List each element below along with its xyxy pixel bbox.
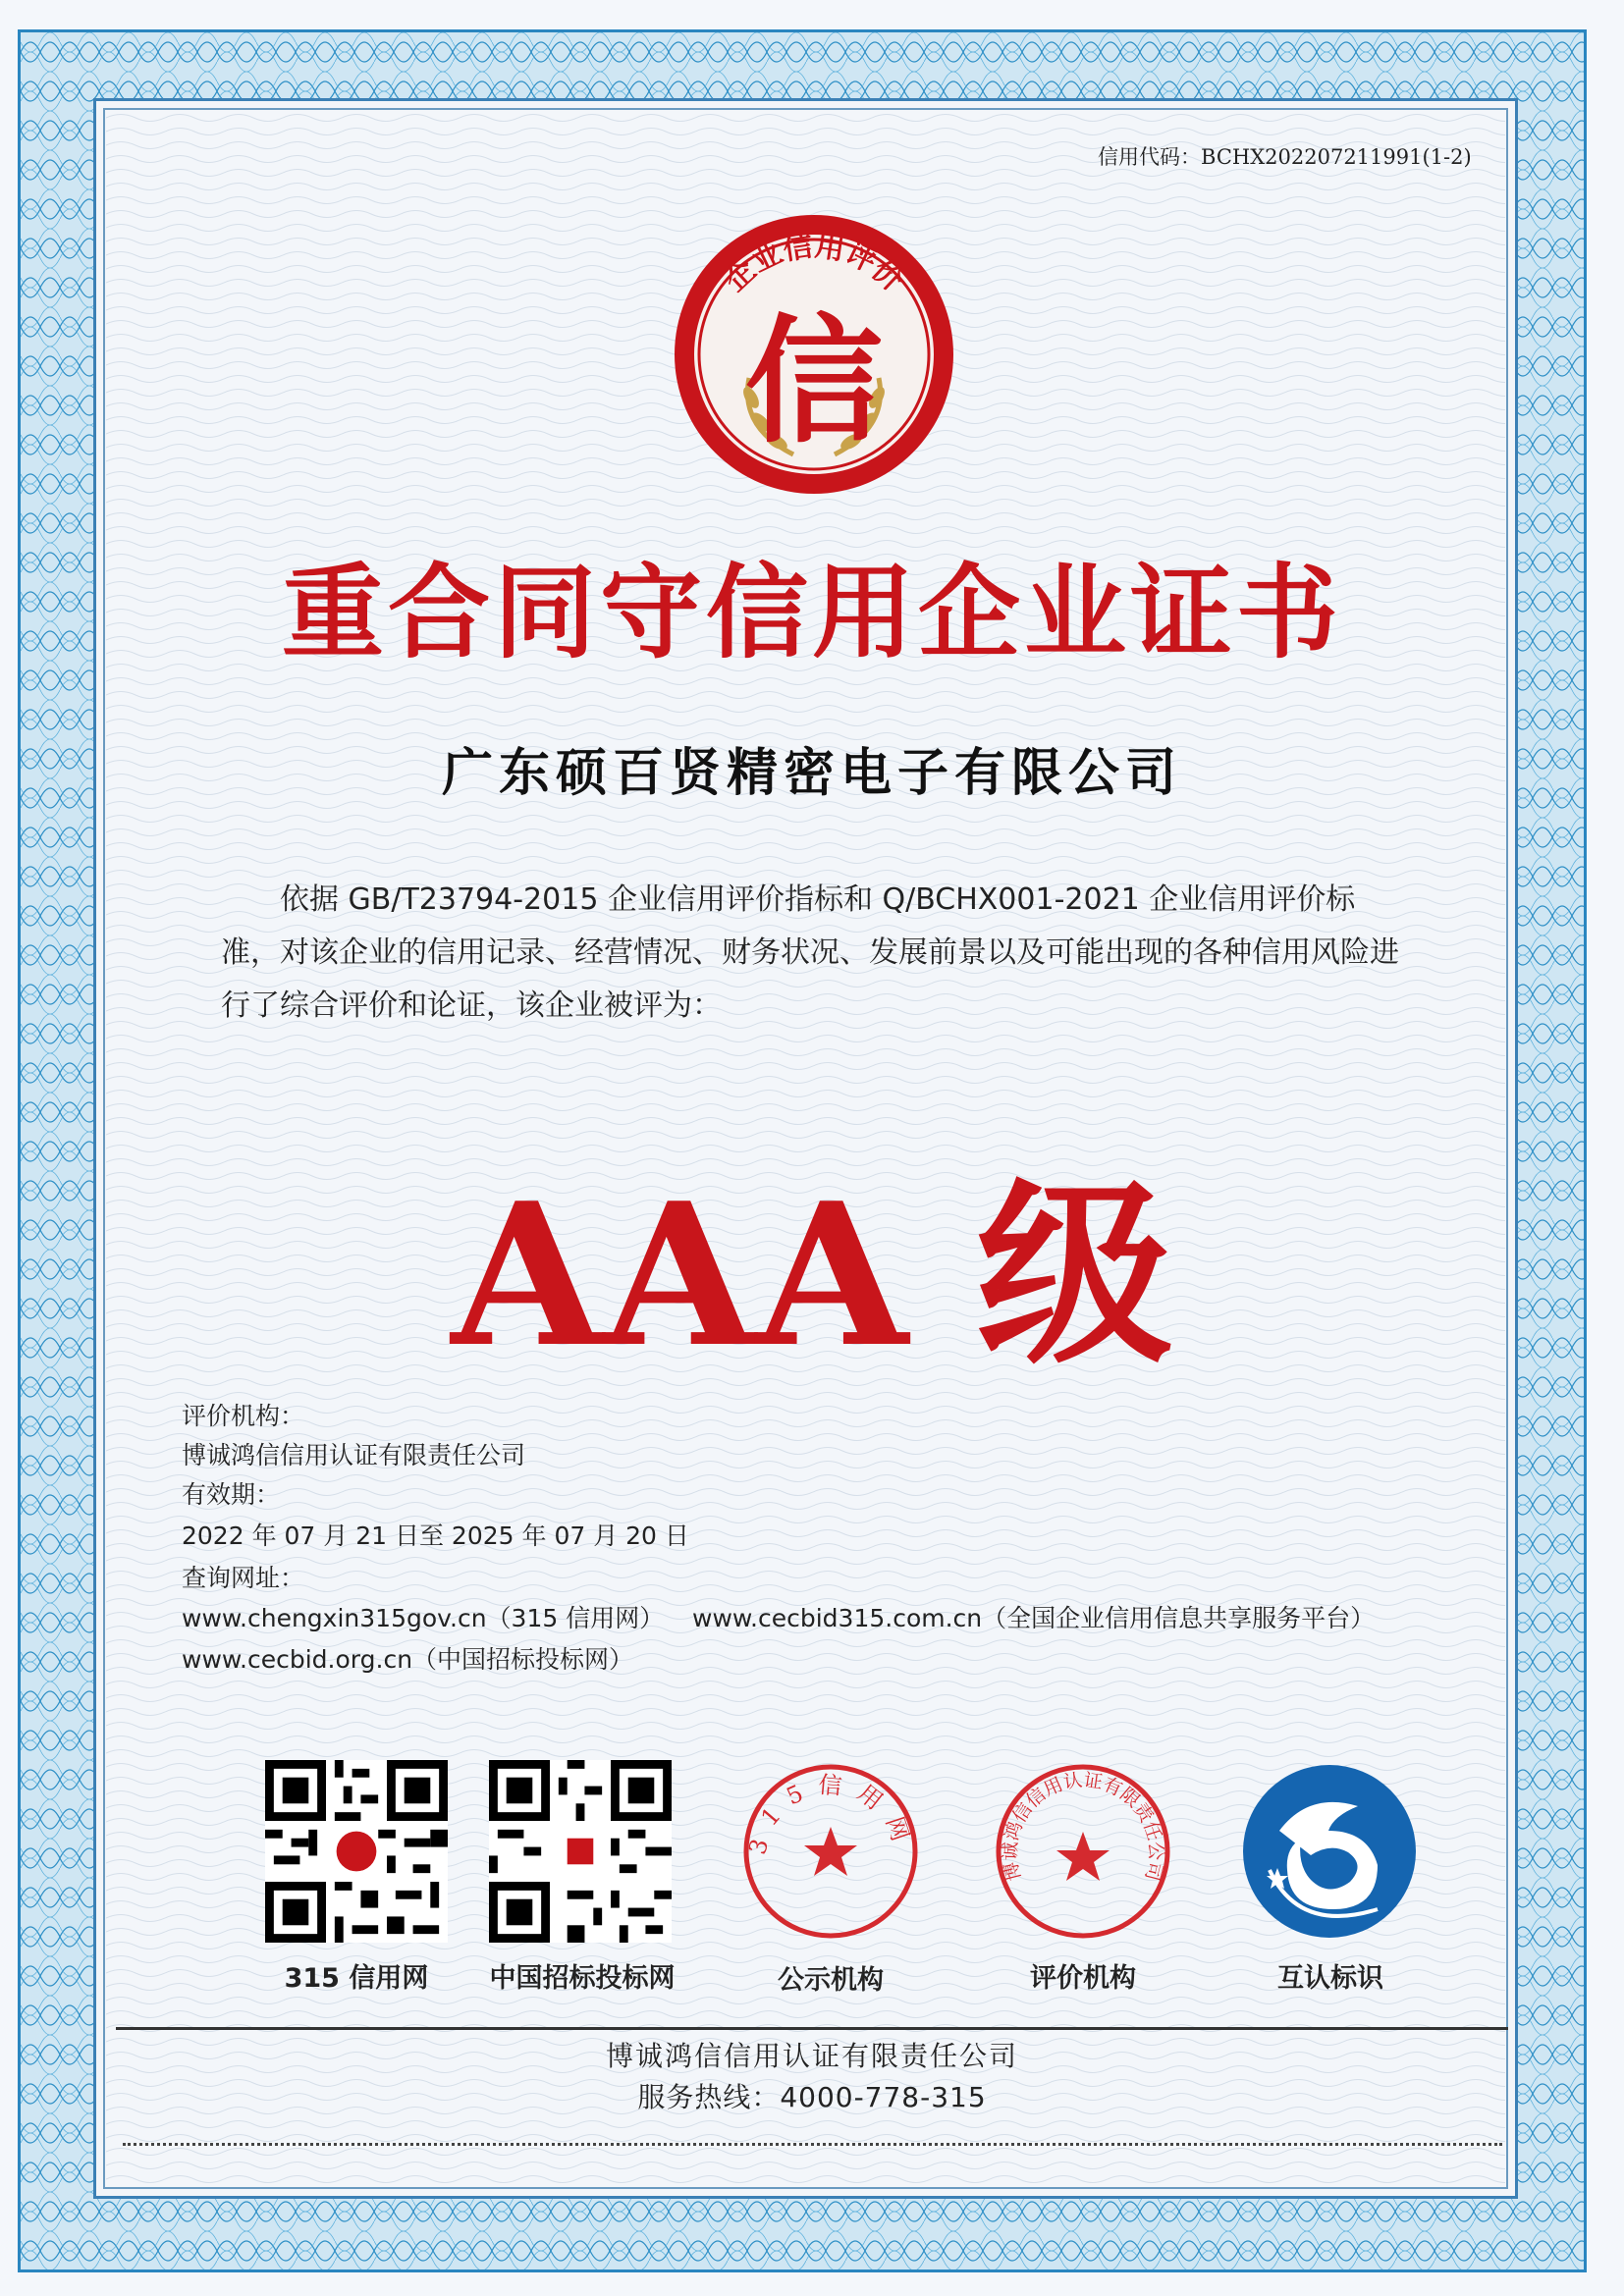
qr-code-315-icon [265, 1760, 448, 1943]
public-seal-icon [739, 1760, 922, 1943]
credit-emblem-icon [671, 211, 957, 498]
url-cecbid315[interactable]: www.cecbid315.com.cn（全国企业信用信息共享服务平台） [692, 1604, 1376, 1632]
company-name: 广东硕百贤精密电子有限公司 [441, 744, 1182, 803]
statement-text: 依据 GB/T23794-2015 企业信用评价指标和 Q/BCHX001-2021 企业信用评价标准，对该企业的信用记录、经营情况、财务状况、发展前景以及可能出现的各种信用风险进行了综合评价和论证，该企业被评为： [221, 882, 1399, 1023]
footer-hotline: 服务热线：4000-778-315 [637, 2081, 987, 2113]
query-label: 查询网址： [182, 1564, 305, 1592]
url-cecbid[interactable]: www.cecbid.org.cn（中国招标投标网） [182, 1645, 634, 1674]
validity-label: 有效期： [182, 1480, 281, 1509]
mark-label-mutual: 互认标识 [1277, 1963, 1383, 1994]
mark-label-public: 公示机构 [778, 1965, 884, 1996]
svg-text:博诚鸿信信用认证有限责任公司: 博诚鸿信信用认证有限责任公司 [999, 1769, 1167, 1884]
validity-value: 2022 年 07 月 21 日至 2025 年 07 月 20 日 [182, 1522, 689, 1550]
footer-dotted-line [123, 2143, 1502, 2146]
mark-label-cecbid: 中国招标投标网 [489, 1963, 676, 1994]
evaluation-seal-icon [992, 1760, 1174, 1943]
footer-divider [116, 2027, 1508, 2030]
svg-text:315信用网: 315信用网 [743, 1771, 919, 1858]
org-label: 评价机构： [182, 1402, 305, 1430]
mark-label-315: 315 信用网 [284, 1963, 429, 1994]
mutual-recognition-logo-icon [1240, 1762, 1419, 1941]
footer-company: 博诚鸿信信用认证有限责任公司 [605, 2040, 1018, 2072]
certificate-title: 重合同守信用企业证书 [281, 553, 1342, 672]
svg-text:企业信用评价: 企业信用评价 [718, 229, 910, 298]
credit-code: 信用代码：BCHX202207211991(1-2) [1098, 145, 1472, 169]
mark-label-evaluation: 评价机构 [1030, 1963, 1136, 1994]
svg-text:信: 信 [744, 302, 884, 462]
org-value: 博诚鸿信信用认证有限责任公司 [182, 1441, 526, 1469]
qr-code-cecbid-icon [489, 1760, 672, 1943]
credit-grade: AAA 级 [451, 1160, 1173, 1391]
url-chengxin315[interactable]: www.chengxin315gov.cn（315 信用网） [182, 1604, 665, 1632]
